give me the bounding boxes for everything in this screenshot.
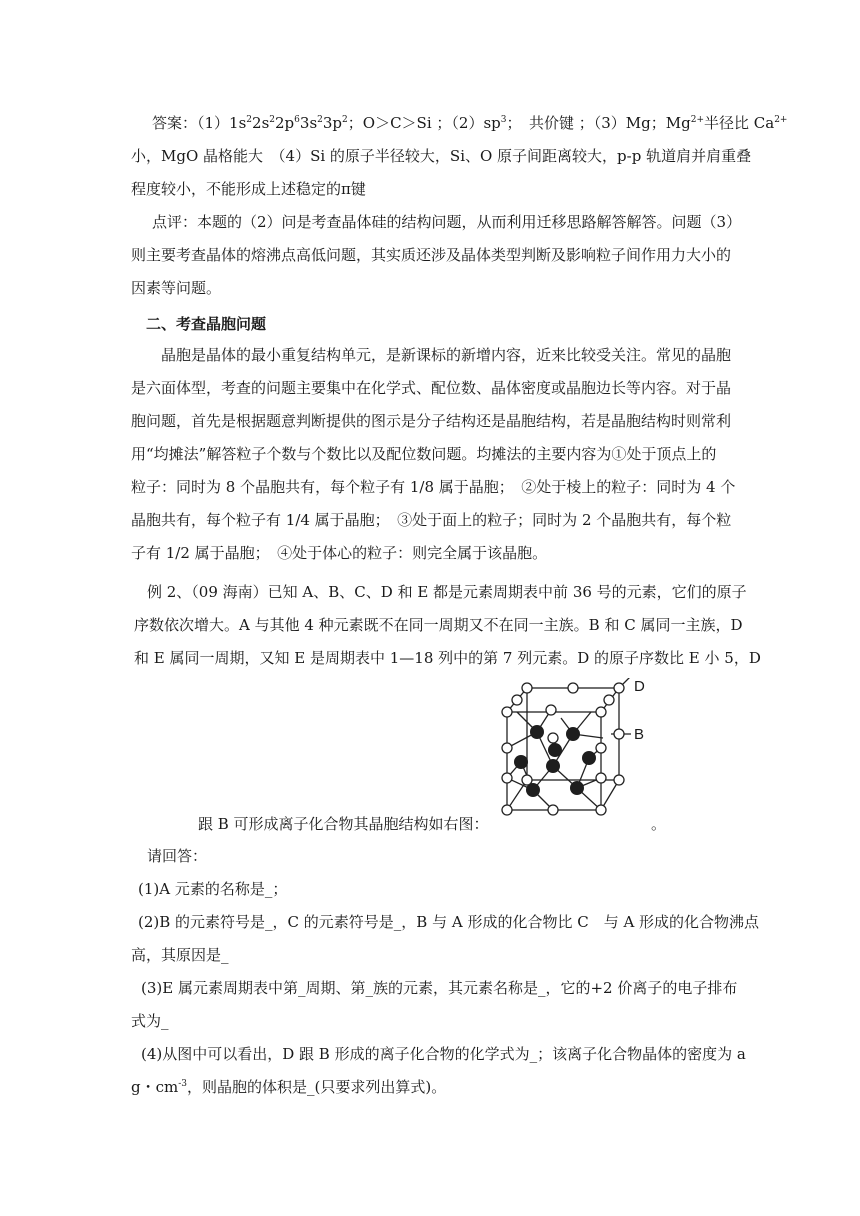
comment-line-2: 则主要考查晶体的熔沸点高低问题，其实质还涉及晶体类型判断及影响粒子间作用力大小的 (131, 246, 732, 264)
intro-line: 粒子：同时为 8 个晶胞共有，每个粒子有 1/8 属于晶胞； ②处于棱上的粒子：同时为 4 个 (131, 478, 736, 496)
example-line: 和 E 属同一周期，又知 E 是周期表中 1—18 列中的第 7 列元素。D 的原子序数比 E 小 5，D (134, 649, 761, 667)
question-2-line-1: (2)B 的元素符号是_，C 的元素符号是_，B 与 A 形成的化合物比 C 与 A 形成的化合物沸点 (138, 913, 760, 931)
comment-line-3: 因素等问题。 (131, 279, 222, 297)
question-2-line-2: 高，其原因是_ (131, 946, 229, 964)
question-3-line-2: 式为_ (131, 1012, 169, 1030)
intro-line: 子有 1/2 属于晶胞； ④处于体心的粒子：则完全属于该晶胞。 (131, 544, 548, 562)
figure-label-d: D (634, 678, 645, 695)
example-line: 序数依次增大。A 与其他 4 种元素既不在同一周期又不在同一主族。B 和 C 属同一主族，D (134, 616, 743, 634)
comment-line-1: 点评：本题的（2）问是考查晶体硅的结构问题，从而利用迁移思路解答解答。问题（3） (152, 213, 742, 231)
section-heading: 二、考查晶胞问题 (146, 315, 267, 333)
answer-line-2: 小，MgO 晶格能大 （4）Si 的原子半径较大，Si、O 原子间距离较大，p-p 轨道肩并肩重叠 (131, 147, 752, 165)
question-4-line-2: g・$cm^{-3}$，则晶胞的体积是_(只要求列出算式)。 (131, 1078, 447, 1096)
question-1: (1)A 元素的名称是_； (138, 880, 288, 898)
figure-caption-end: 。 (651, 815, 667, 833)
intro-line: 是六面体型，考查的问题主要集中在化学式、配位数、晶体密度或晶胞边长等内容。对于晶 (131, 379, 732, 397)
intro-line: 用“均摊法”解答粒子个数与个数比以及配位数问题。均摊法的主要内容为①处于顶点上的 (131, 445, 717, 463)
question-4-line-1: (4)从图中可以看出，D 跟 B 形成的离子化合物的化学式为_；该离子化合物晶体的密度为 a (141, 1045, 746, 1063)
intro-line: 胞问题，首先是根据题意判断提供的图示是分子结构还是晶胞结构，若是晶胞结构时则常利 (131, 412, 732, 430)
figure-caption: 跟 B 可形成离子化合物其晶胞结构如右图： (198, 815, 489, 833)
crystal-cell-figure (493, 678, 651, 824)
example-line: 例 2、（09 海南）已知 A、B、C、D 和 E 都是元素周期表中前 36 号的元素，它们的原子 (147, 583, 747, 601)
figure-label-b: B (634, 726, 645, 743)
intro-line: 晶胞共有，每个粒子有 1/4 属于晶胞； ③处于面上的粒子；同时为 2 个晶胞共有，每个粒 (131, 511, 732, 529)
answer-line-3: 程度较小，不能形成上述稳定的π键 (131, 180, 366, 198)
answer-line-1: 答案：$(1)1s^22s^22p^63s^23p^2$；O＞C＞Si ；$(2)sp^3$； 共价键 ；（3）Mg；$Mg^{2+}$半径比 $Ca^{2+}$ (152, 114, 788, 132)
intro-line: 晶胞是晶体的最小重复结构单元，是新课标的新增内容，近来比较受关注。常见的晶胞 (161, 346, 732, 364)
please-answer: 请回答： (147, 847, 208, 865)
question-3-line-1: (3)E 属元素周期表中第_周期、第_族的元素，其元素名称是_，它的+2 价离子的电子排布 (141, 979, 738, 997)
